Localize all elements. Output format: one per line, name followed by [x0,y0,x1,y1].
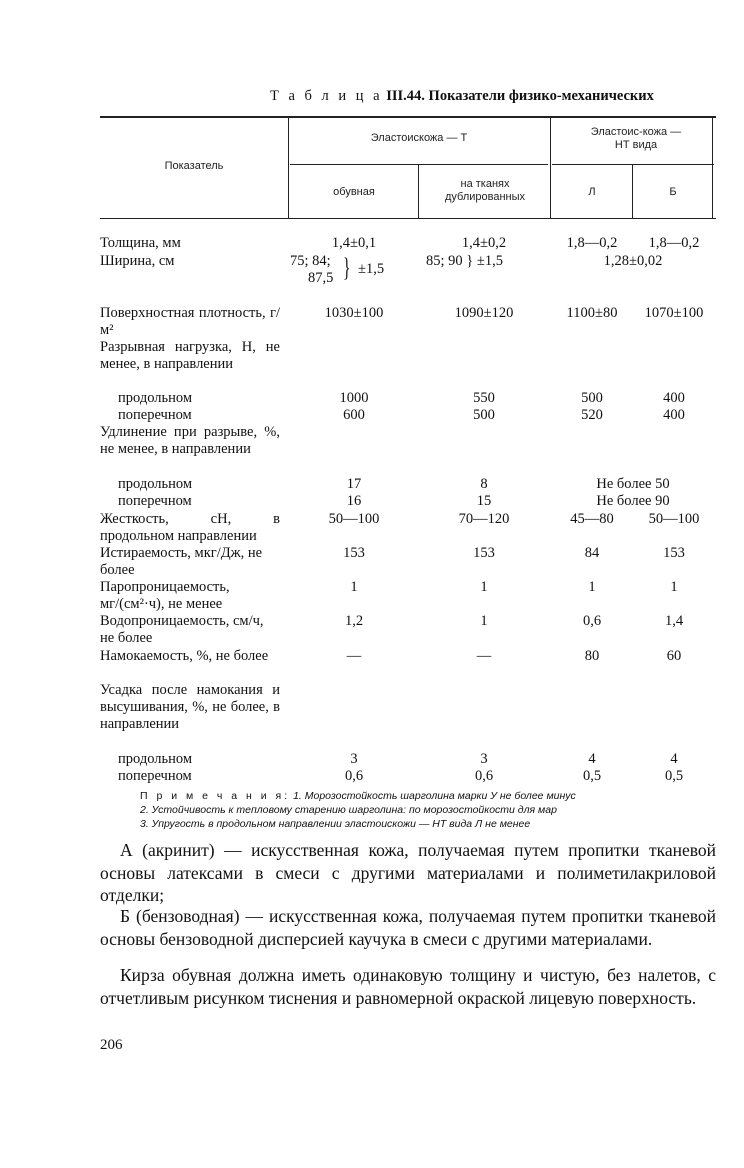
cell-l: 520 [581,407,603,423]
cell-obuv: 1,4±0,1 [331,235,377,251]
cell-b: 1070±100 [644,305,704,321]
col-divider-1 [288,117,289,218]
row-label: продольном [118,390,193,406]
paragraph-kirza: Кирза обувная должна иметь одинаковую толщину и чистую, без налетов, с отчетливым рисунком тиснения и равномерной окраской лицевую поверхность. [100,965,716,1008]
cell-l: 84 [584,545,600,561]
cell-obuv: 1000 [339,390,369,406]
cell-tkan: 550 [473,390,495,406]
cell-obuv: 153 [343,545,365,561]
cell-obuv: 17 [346,476,362,492]
cell-b: 0,5 [664,768,684,784]
cell-obuv: 75; 84; [290,253,331,269]
cell-obuv-tolerance: ±1,5 [358,261,385,277]
page-number: 206 [100,1037,123,1053]
note-1 [140,789,576,803]
cell-l: 4 [588,751,596,767]
header-l: Л [588,186,596,198]
cell-obuv: — [346,648,362,664]
row-label: поперечном [118,493,192,509]
col-divider-2 [418,164,419,218]
col-divider-3 [550,117,551,218]
cell-tkan: 3 [480,751,488,767]
cell-obuv: 1 [350,579,358,595]
row-label: Толщина, мм [100,235,181,251]
cell-lb: 1,28±0,02 [603,253,663,269]
cell-b: 1,8—0,2 [648,235,700,251]
cell-b: 400 [663,390,685,406]
cell-tkan: 153 [473,545,495,561]
cell-obuv: 16 [346,493,362,509]
note-3: 3. Упругость в продольном направлении эластоискожи — НТ вида Л не менее [140,818,531,830]
cell-tkan: 1 [480,613,488,629]
cell-obuv: 600 [343,407,365,423]
table-title [270,88,716,105]
cell-l: 1,8—0,2 [566,235,618,251]
cell-obuv: 1,2 [344,613,364,629]
row-label: поперечном [118,768,192,784]
table-title-text: III.44. Показатели физико-механических [386,88,654,104]
row-label: Разрывная нагрузка, Н, не менее, в направлении [100,339,280,372]
note-2: 2. Устойчивость к тепловому старению шарголина: по морозостойкости для мар [140,804,557,816]
cell-tkan: 8 [480,476,488,492]
cell-obuv-line2: 87,5 [308,270,334,286]
cell-b: 1,4 [664,613,684,629]
group2-rule [552,164,714,165]
col-divider-4 [632,164,633,218]
row-label: Ширина, см [100,253,175,269]
cell-l: 1100±80 [566,305,618,321]
cell-l: 1 [588,579,596,595]
cell-lb: Не более 90 [596,493,670,509]
brace-icon: } [343,253,351,282]
cell-l: 45—80 [570,511,614,527]
cell-tkan: 1 [480,579,488,595]
table-top-rule [100,116,716,118]
cell-tkan: 15 [476,493,492,509]
table-title-prefix: Т а б л и ц а [270,88,383,104]
header-param: Показатель [164,160,224,172]
row-label: Удлинение при разрыве, %, не менее, в направлении [100,424,280,457]
header-group2: Эластоис-кожа — НТ вида [590,126,682,151]
col-divider-5 [712,117,713,218]
header-b: Б [669,186,677,198]
cell-obuv: 0,6 [344,768,364,784]
cell-tkan: 500 [473,407,495,423]
row-label: продольном [118,751,193,767]
cell-obuv: 1030±100 [324,305,384,321]
row-label: Паропроницаемость, мг/(см²·ч), не менее [100,579,230,612]
row-label: Жесткость, сН, в продольном направлении [100,511,280,544]
note-1-text: 1. Морозостойкость шарголина марки У не более минус [293,790,576,802]
cell-tkan: 1,4±0,2 [461,235,507,251]
cell-l: 80 [584,648,600,664]
cell-b: 50—100 [648,511,700,527]
cell-lb: Не более 50 [596,476,670,492]
cell-l: 0,6 [582,613,602,629]
cell-l: 500 [581,390,603,406]
cell-obuv: 50—100 [328,511,380,527]
cell-tkan: 85; 90 } ±1,5 [426,253,503,269]
cell-tkan: 0,6 [474,768,494,784]
header-group1: Эластоискожа — Т [370,132,468,144]
row-label: Усадка после намокания и высушивания, %, не более, в направлении [100,682,280,732]
row-label: Намокаемость, %, не более [100,648,269,664]
row-label: продольном [118,476,193,492]
row-label: поперечном [118,407,192,423]
cell-tkan: — [476,648,492,664]
header-tkan: на тканях дублированных [444,178,526,203]
notes-heading: П р и м е ч а н и я: [140,790,291,802]
cell-tkan: 1090±120 [454,305,514,321]
header-obuv: обувная [333,186,375,198]
row-label: Истираемость, мкг/Дж, не более [100,545,263,578]
row-label: Водопроницаемость, см/ч, не более [100,613,264,646]
cell-tkan: 70—120 [458,511,510,527]
paragraph-benzovodnaya: Б (бензоводная) — искусственная кожа, получаемая путем пропитки тканевой основы бензоводной дисперсией каучука в смеси с другими материалами. [100,906,716,949]
cell-b: 1 [670,579,678,595]
cell-b: 400 [663,407,685,423]
paragraph-akrinit: А (акринит) — искусственная кожа, получаемая путем пропитки тканевой основы латексами в смеси с другими материалами и полиметилакриловой отделки; [100,840,716,905]
row-label: Поверхностная плотность, г/м² [100,305,280,338]
table-header-bottom-rule [100,218,716,219]
group1-rule [290,164,548,165]
cell-l: 0,5 [582,768,602,784]
cell-obuv: 3 [350,751,358,767]
cell-b: 4 [670,751,678,767]
cell-b: 153 [663,545,685,561]
cell-b: 60 [666,648,682,664]
